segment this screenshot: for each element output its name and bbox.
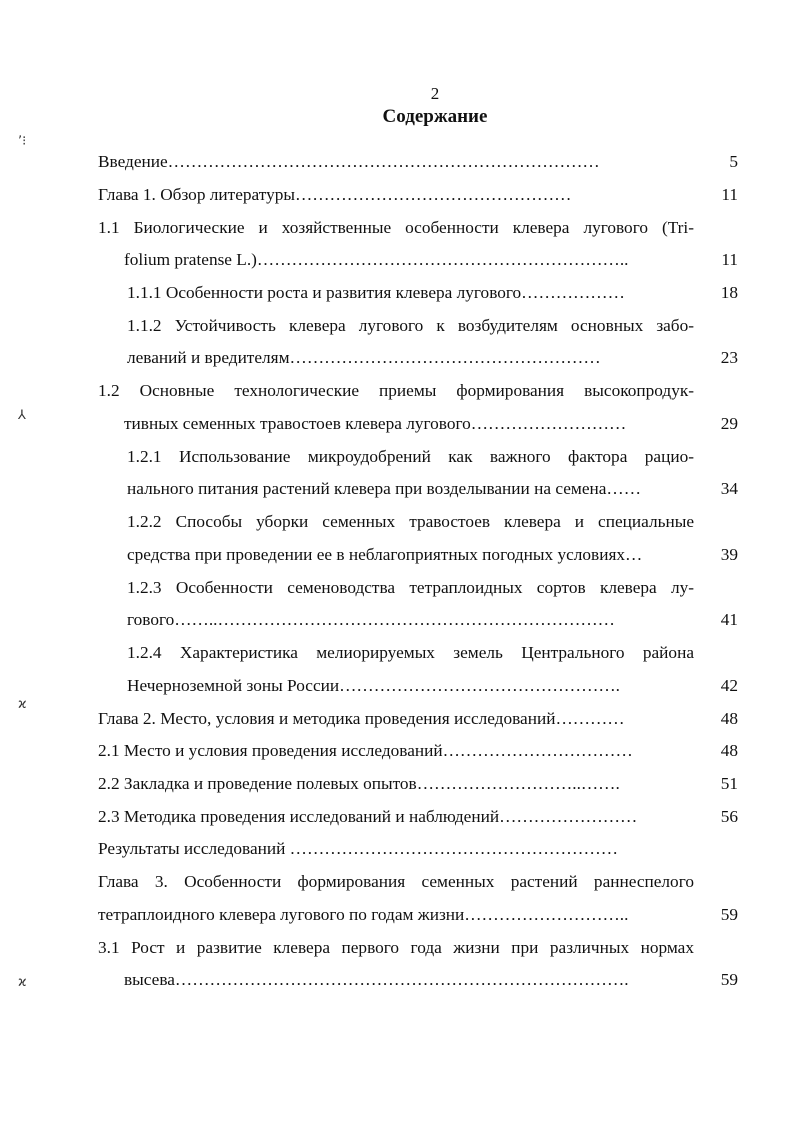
toc-entry-1-1-2-cont: леваний и вредителям……………………………………………… bbox=[127, 348, 601, 367]
toc-page-number: 56 bbox=[720, 807, 738, 826]
page-title: Содержание bbox=[382, 106, 488, 127]
margin-mark: ϰ bbox=[18, 697, 27, 712]
toc-entry-1-1-2: 1.1.2 Устойчивость клевера лугового к возбудителям основных забо- bbox=[127, 316, 694, 335]
toc-entry-1-2-4-cont: Нечерноземной зоны России…………………………………………. bbox=[127, 676, 620, 695]
toc-page-number: 59 bbox=[720, 970, 738, 989]
toc-entry-2-3: 2.3 Методика проведения исследований и наблюдений…………………… bbox=[98, 807, 638, 826]
toc-page-number: 42 bbox=[720, 676, 738, 695]
toc-entry-1-2-1-cont: нального питания растений клевера при возделывании на семена…… bbox=[127, 479, 641, 498]
toc-entry-2-2: 2.2 Закладка и проведение полевых опытов………………………..……. bbox=[98, 774, 620, 793]
toc-entry-1-2: 1.2 Основные технологические приемы формирования высокопродук- bbox=[98, 381, 694, 400]
toc-entry-1-2-2: 1.2.2 Способы уборки семенных травостоев клевера и специальные bbox=[127, 512, 694, 531]
toc-page-number: 18 bbox=[720, 283, 738, 302]
toc-entry-chapter-3: Глава 3. Особенности формирования семенных растений раннеспелого bbox=[98, 872, 694, 891]
toc-entry-1-2-3: 1.2.3 Особенности семеноводства тетраплоидных сортов клевера лу- bbox=[127, 578, 694, 597]
toc-entry-1-1-1: 1.1.1 Особенности роста и развития клевера лугового……………… bbox=[127, 283, 625, 302]
toc-entry-1-1: 1.1 Биологические и хозяйственные особенности клевера лугового (Tri- bbox=[98, 218, 694, 237]
margin-mark: ϰ bbox=[18, 975, 27, 990]
toc-page-number: 51 bbox=[720, 774, 738, 793]
toc-entry-introduction: Введение………………………………………………………………… bbox=[98, 152, 600, 171]
toc-entry-1-1-cont: folium pratense L.)……………………………………………………….. bbox=[124, 250, 629, 269]
toc-page-number: 41 bbox=[720, 610, 738, 629]
toc-entry-chapter-1: Глава 1. Обзор литературы………………………………………… bbox=[98, 185, 572, 204]
toc-entry-chapter-2: Глава 2. Место, условия и методика проведения исследований………… bbox=[98, 709, 625, 728]
toc-entry-1-2-3-cont: гового……..…………………………………………………………… bbox=[127, 610, 615, 629]
toc-page-number: 59 bbox=[720, 905, 738, 924]
toc-entry-chapter-3-cont: тетраплоидного клевера лугового по годам жизни……………………….. bbox=[98, 905, 629, 924]
toc-entry-results: Результаты исследований ………………………………………………… bbox=[98, 839, 619, 858]
toc-entry-1-2-4: 1.2.4 Характеристика мелиорируемых земель Центрального района bbox=[127, 643, 694, 662]
toc-page-number: 48 bbox=[720, 709, 738, 728]
toc-entry-1-2-2-cont: средства при проведении ее в неблагоприятных погодных условиях… bbox=[127, 545, 643, 564]
toc-page-number: 5 bbox=[729, 152, 738, 171]
toc-entry-3-1-cont: высева……………………………………………………………………. bbox=[124, 970, 629, 989]
toc-entry-1-2-1: 1.2.1 Использование микроудобрений как важного фактора рацио- bbox=[127, 447, 694, 466]
toc-page-number: 11 bbox=[721, 250, 738, 269]
margin-mark: ⅄ bbox=[18, 408, 26, 423]
toc-page-number: 29 bbox=[720, 414, 738, 433]
toc-page-number: 23 bbox=[720, 348, 738, 367]
toc-entry-1-2-cont: тивных семенных травостоев клевера лугового……………………… bbox=[124, 414, 627, 433]
toc-entry-3-1: 3.1 Рост и развитие клевера первого года жизни при различных нормах bbox=[98, 938, 694, 957]
page-number: 2 bbox=[430, 84, 440, 103]
toc-page-number: 34 bbox=[720, 479, 738, 498]
toc-page-number: 11 bbox=[721, 185, 738, 204]
toc-entry-2-1: 2.1 Место и условия проведения исследований…………………………… bbox=[98, 741, 633, 760]
margin-mark: ʼ⁝ bbox=[18, 134, 27, 149]
toc-page-number: 48 bbox=[720, 741, 738, 760]
toc-page-number: 39 bbox=[720, 545, 738, 564]
